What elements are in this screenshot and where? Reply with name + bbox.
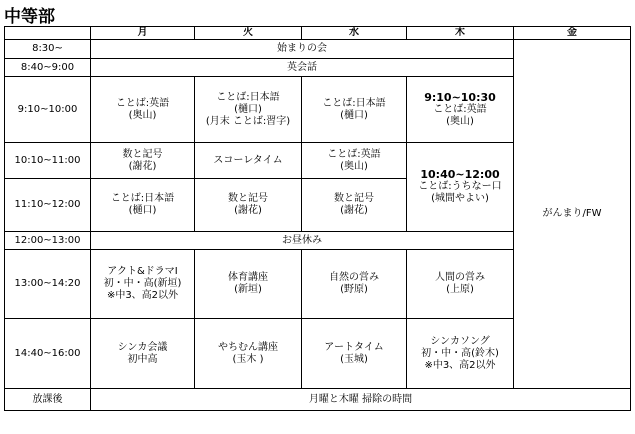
time-cell: 11:10~12:00 [5, 179, 91, 232]
class-teacher: (奥山) [446, 115, 474, 127]
class-subject: 数と記号 [228, 193, 268, 204]
class-cell [91, 250, 195, 319]
time-cell: 12:00~13:00 [5, 232, 91, 250]
class-subject: ことば:日本語 [110, 193, 175, 204]
class-subject: ことば:英語 [433, 103, 487, 115]
class-subject: 人間の営み [435, 272, 485, 283]
header-day-fri: 金 [514, 27, 631, 40]
class-subject: 数と記号 [334, 193, 374, 204]
header-day-thu: 木 [407, 27, 514, 40]
class-teacher: (奥山) [340, 160, 368, 172]
class-cell [407, 250, 514, 319]
class-teacher: (樋口) [128, 205, 157, 216]
class-cell [91, 77, 195, 143]
header-day-wed: 水 [302, 27, 407, 40]
class-subject: ことば:うちなー口 [418, 181, 502, 192]
header-corner [5, 27, 91, 40]
class-cell [91, 143, 195, 179]
class-teacher: (玉城) [340, 353, 368, 365]
class-subject: シンカ会議 [117, 341, 168, 353]
time-cell: 13:00~14:20 [5, 250, 91, 319]
row-opening [5, 40, 631, 59]
page-title: 中等部 [4, 7, 55, 27]
friday-cell: がんまり/FW [514, 40, 631, 389]
header-day-mon: 月 [91, 27, 195, 40]
time-cell: 9:10~10:00 [5, 77, 91, 143]
class-subject: 自然の営み [329, 272, 379, 283]
class-subject: アートタイム [324, 341, 384, 353]
event-english-conversation: 英会話 [91, 59, 514, 77]
class-subject: 数と記号 [122, 148, 163, 160]
class-teacher: (玉木 ) [232, 353, 264, 365]
class-note: ※中3、高2以外 [424, 359, 496, 371]
time-cell: 8:40~9:00 [5, 59, 91, 77]
class-cell [302, 319, 407, 389]
class-subject: やちむん講座 [218, 341, 278, 353]
class-cell [195, 77, 302, 143]
class-teacher: 初中高 [127, 353, 158, 365]
header-row [5, 27, 631, 40]
class-cell [195, 319, 302, 389]
class-subject: ことば:日本語 [216, 91, 280, 103]
class-teacher: (奥山) [128, 109, 157, 121]
class-teacher: (謝花) [340, 205, 368, 216]
class-note: (月末 ことば:習字) [205, 115, 291, 127]
class-cell [91, 319, 195, 389]
class-subject: スコーレタイム [213, 154, 283, 166]
class-teacher: (城間やよい) [431, 193, 489, 204]
class-teacher: 初・中・高(新垣) [103, 278, 182, 289]
class-cell [195, 250, 302, 319]
class-teacher: (謝花) [234, 205, 262, 216]
header-day-tue: 火 [195, 27, 302, 40]
class-time: 9:10~10:30 [424, 90, 496, 104]
class-cell [407, 77, 514, 143]
class-cell [302, 77, 407, 143]
event-lunch: お昼休み [91, 232, 514, 250]
event-opening: 始まりの会 [91, 40, 514, 59]
class-cell [407, 143, 514, 232]
row-after-school [5, 389, 631, 411]
class-subject: シンカソング [430, 335, 490, 347]
class-time: 10:40~12:00 [420, 168, 500, 181]
event-cleaning: 月曜と木曜 掃除の時間 [91, 389, 631, 411]
class-note: ※中3、高2以外 [106, 290, 179, 301]
class-cell [302, 179, 407, 232]
time-cell: 放課後 [5, 389, 91, 411]
class-teacher: (樋口) [234, 103, 262, 115]
class-subject: アクト&ドラマⅠ [107, 266, 178, 277]
class-subject: ことば:日本語 [322, 97, 386, 109]
class-teacher: (上原) [446, 284, 474, 295]
class-teacher: (新垣) [234, 284, 262, 295]
class-teacher: (樋口) [340, 109, 368, 121]
time-cell: 14:40~16:00 [5, 319, 91, 389]
class-cell [302, 143, 407, 179]
class-subject: ことば:英語 [115, 97, 170, 109]
class-cell [195, 143, 302, 179]
class-cell [195, 179, 302, 232]
class-cell [91, 179, 195, 232]
time-cell: 8:30~ [5, 40, 91, 59]
timetable [4, 26, 631, 411]
class-cell [302, 250, 407, 319]
class-subject: ことば:英語 [327, 148, 381, 160]
class-teacher: (野原) [340, 284, 368, 295]
time-cell: 10:10~11:00 [5, 143, 91, 179]
class-teacher: 初・中・高(鈴木) [421, 347, 499, 359]
class-subject: 体育講座 [228, 272, 268, 283]
class-cell [407, 319, 514, 389]
class-teacher: (謝花) [128, 160, 157, 172]
